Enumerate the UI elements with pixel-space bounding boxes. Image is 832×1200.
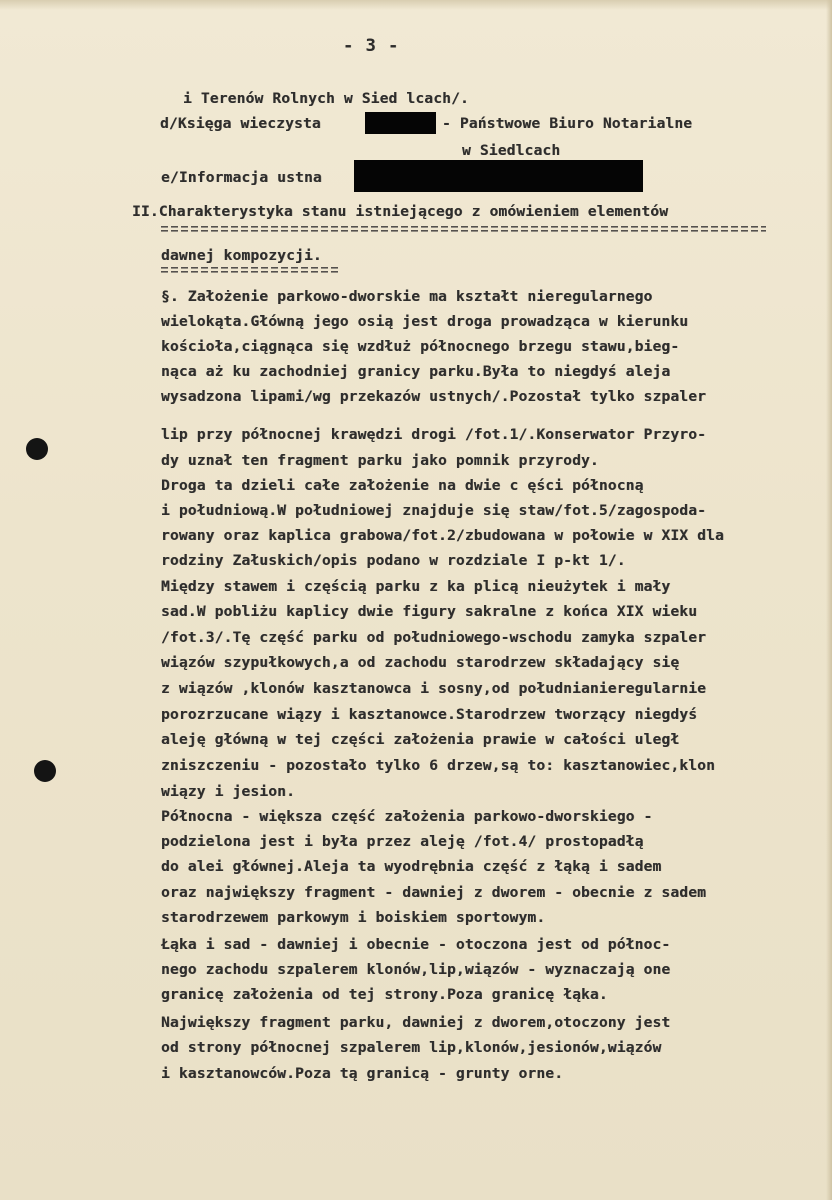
body-line: /fot.3/.Tę część parku od południowego-wschodu zamyka szpaler [161, 629, 707, 646]
body-line: i południową.W południowej znajduje się staw/fot.5/zagospoda- [161, 502, 707, 519]
redaction-box [365, 112, 436, 134]
body-line: porozrzucane wiązy i kasztanowce.Starodrzew tworzący niegdyś [161, 706, 698, 723]
body-line: Łąka i sad - dawniej i obecnie - otoczona jest od północ- [161, 936, 671, 953]
body-line: lip przy północnej krawędzi drogi /fot.1/.Konserwator Przyro- [161, 426, 707, 443]
body-line: Między stawem i częścią parku z ka plicą nieużytek i mały [161, 578, 671, 595]
redaction-box [354, 160, 643, 192]
body-line: wielokąta.Główną jego osią jest droga prowadząca w kierunku [161, 313, 689, 330]
body-line: rowany oraz kaplica grabowa/fot.2/zbudowana w połowie w XIX dla [161, 527, 724, 544]
body-line: kościoła,ciągnąca się wzdłuż północnego brzegu stawu,bieg- [161, 338, 680, 355]
body-line: rodziny Załuskich/opis podano w rozdziale I p-kt 1/. [161, 552, 626, 569]
body-line: Północna - większa część założenia parkowo-dworskiego - [161, 808, 653, 825]
section-heading: II.Charakterystyka stanu istniejącego z omówieniem elementów [132, 203, 669, 220]
body-line: od strony północnej szpalerem lip,klonów,jesionów,wiązów [161, 1039, 662, 1056]
section-heading-cont: dawnej kompozycji. [161, 247, 322, 264]
body-line: zniszczeniu - pozostało tylko 6 drzew,są to: kasztanowiec,klon [161, 757, 716, 774]
heading-underline [161, 267, 339, 273]
body-line: §. Założenie parkowo-dworskie ma kształt nieregularnego [161, 288, 653, 305]
body-line: oraz największy fragment - dawniej z dworem - obecnie z sadem [161, 884, 707, 901]
header-line-1: i Terenów Rolnych w Sied lcach/. [183, 90, 469, 107]
header-line-4-prefix: e/Informacja ustna [161, 169, 322, 186]
body-line: nąca aż ku zachodniej granicy parku.Była to niegdyś aleja [161, 363, 671, 380]
body-line: do alei głównej.Aleja ta wyodrębnia część z łąką i sadem [161, 858, 662, 875]
paper-right-edge [826, 0, 832, 1200]
page-number: - 3 - [343, 36, 400, 56]
header-line-2-suffix: - Państwowe Biuro Notarialne [442, 115, 693, 132]
punch-hole-lower [34, 760, 56, 782]
header-line-2-prefix: d/Księga wieczysta [160, 115, 321, 132]
body-line: granicę założenia od tej strony.Poza granicę łąka. [161, 986, 608, 1003]
body-line: Największy fragment parku, dawniej z dworem,otoczony jest [161, 1014, 671, 1031]
header-line-3: w Siedlcach [462, 142, 561, 159]
body-line: wysadzona lipami/wg przekazów ustnych/.Pozostał tylko szpaler [161, 388, 707, 405]
body-line: z wiązów ,klonów kasztanowca i sosny,od południanieregularnie [161, 680, 707, 697]
body-line: nego zachodu szpalerem klonów,lip,wiązów - wyznaczają one [161, 961, 671, 978]
body-line: starodrzewem parkowym i boiskiem sportowym. [161, 909, 546, 926]
heading-underline [161, 226, 766, 232]
body-line: wiązy i jesion. [161, 783, 296, 800]
paper-top-edge [0, 0, 832, 10]
body-line: Droga ta dzieli całe założenie na dwie c ęści północną [161, 477, 644, 494]
body-line: podzielona jest i była przez aleję /fot.4/ prostopadłą [161, 833, 644, 850]
body-line: wiązów szypułkowych,a od zachodu starodrzew składający się [161, 654, 680, 671]
body-line: dy uznał ten fragment parku jako pomnik przyrody. [161, 452, 599, 469]
body-line: i kasztanowców.Poza tą granicą - grunty orne. [161, 1065, 564, 1082]
punch-hole-upper [26, 438, 48, 460]
body-line: aleję główną w tej części założenia prawie w całości uległ [161, 731, 680, 748]
body-line: sad.W pobliżu kaplicy dwie figury sakralne z końca XIX wieku [161, 603, 698, 620]
